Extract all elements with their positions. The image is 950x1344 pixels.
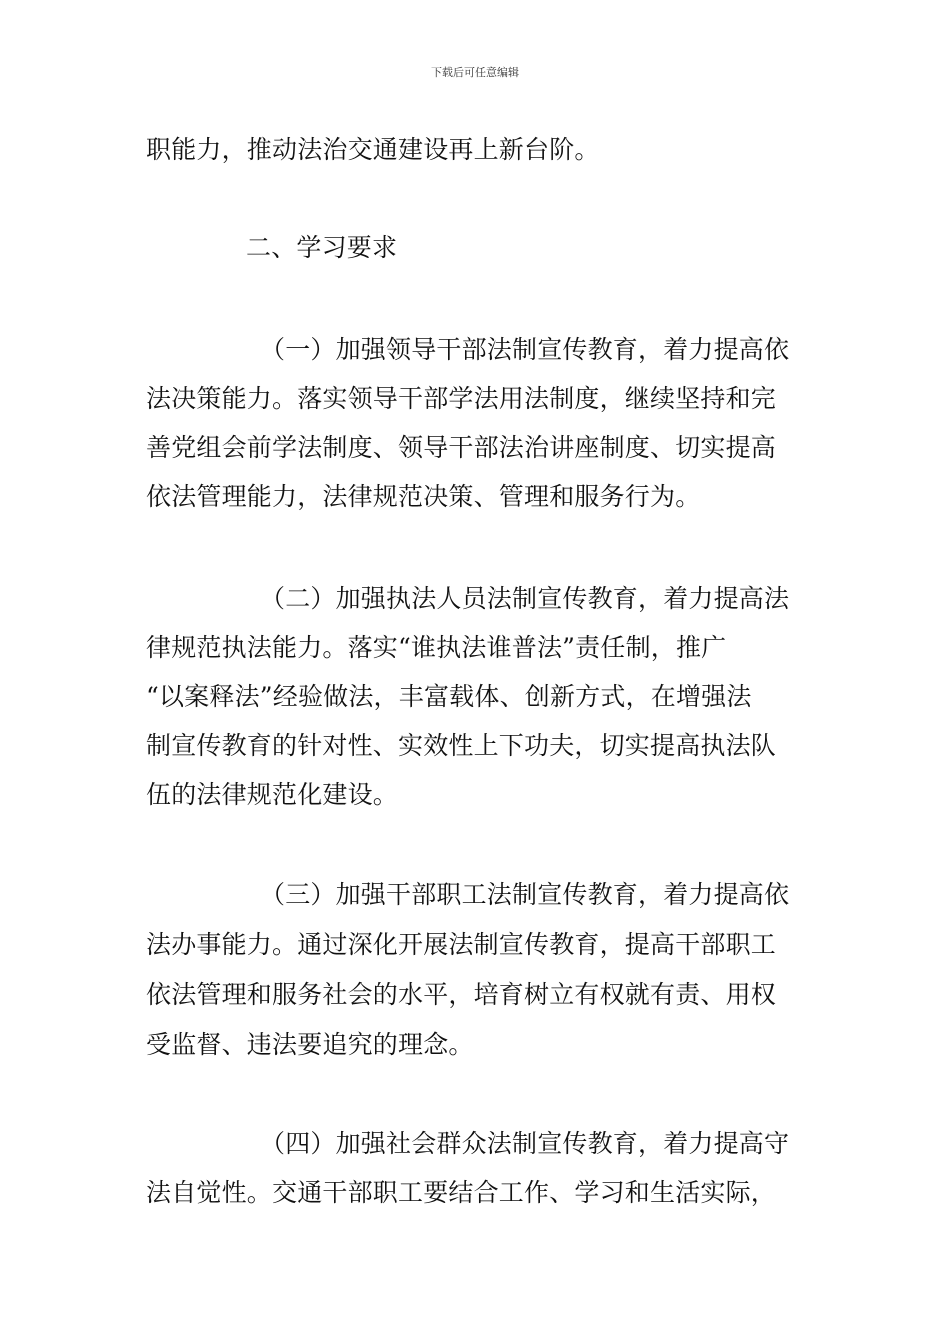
section-heading: 二、学习要求 — [246, 233, 398, 262]
paragraph-4-line-2: 法自觉性。交通干部职工要结合工作、学习和生活实际， — [146, 1178, 777, 1207]
paragraph-2-line-1: （二）加强执法人员法制宣传教育，着力提高法 — [260, 584, 790, 613]
paragraph-3-line-3: 依法管理和服务社会的水平，培育树立有权就有责、用权 — [146, 980, 777, 1009]
paragraph-3-line-1: （三）加强干部职工法制宣传教育，着力提高依 — [260, 880, 790, 909]
paragraph-1-line-4: 依法管理能力，法律规范决策、管理和服务行为。 — [146, 482, 701, 511]
paragraph-2-line-4: 制宣传教育的针对性、实效性上下功夫，切实提高执法队 — [146, 731, 777, 760]
paragraph-1-line-3: 善党组会前学法制度、领导干部法治讲座制度、切实提高 — [146, 433, 777, 462]
body-line-1: 职能力，推动法治交通建设再上新台阶。 — [146, 135, 600, 164]
paragraph-1-line-2: 法决策能力。落实领导干部学法用法制度，继续坚持和完 — [146, 384, 777, 413]
paragraph-2-line-5: 伍的法律规范化建设。 — [146, 780, 399, 809]
paragraph-3-line-2: 法办事能力。通过深化开展法制宣传教育，提高干部职工 — [146, 930, 777, 959]
paragraph-3-line-4: 受监督、违法要追究的理念。 — [146, 1030, 474, 1059]
paragraph-2-line-3: “以案释法”经验做法，丰富载体、创新方式，在增强法 — [146, 682, 752, 711]
paragraph-4-line-1: （四）加强社会群众法制宣传教育，着力提高守 — [260, 1129, 790, 1158]
paragraph-1-line-1: （一）加强领导干部法制宣传教育，着力提高依 — [260, 335, 790, 364]
paragraph-2-line-2: 律规范执法能力。落实“谁执法谁普法”责任制，推广 — [146, 633, 727, 662]
page-header: 下载后可任意编辑 — [431, 66, 519, 79]
